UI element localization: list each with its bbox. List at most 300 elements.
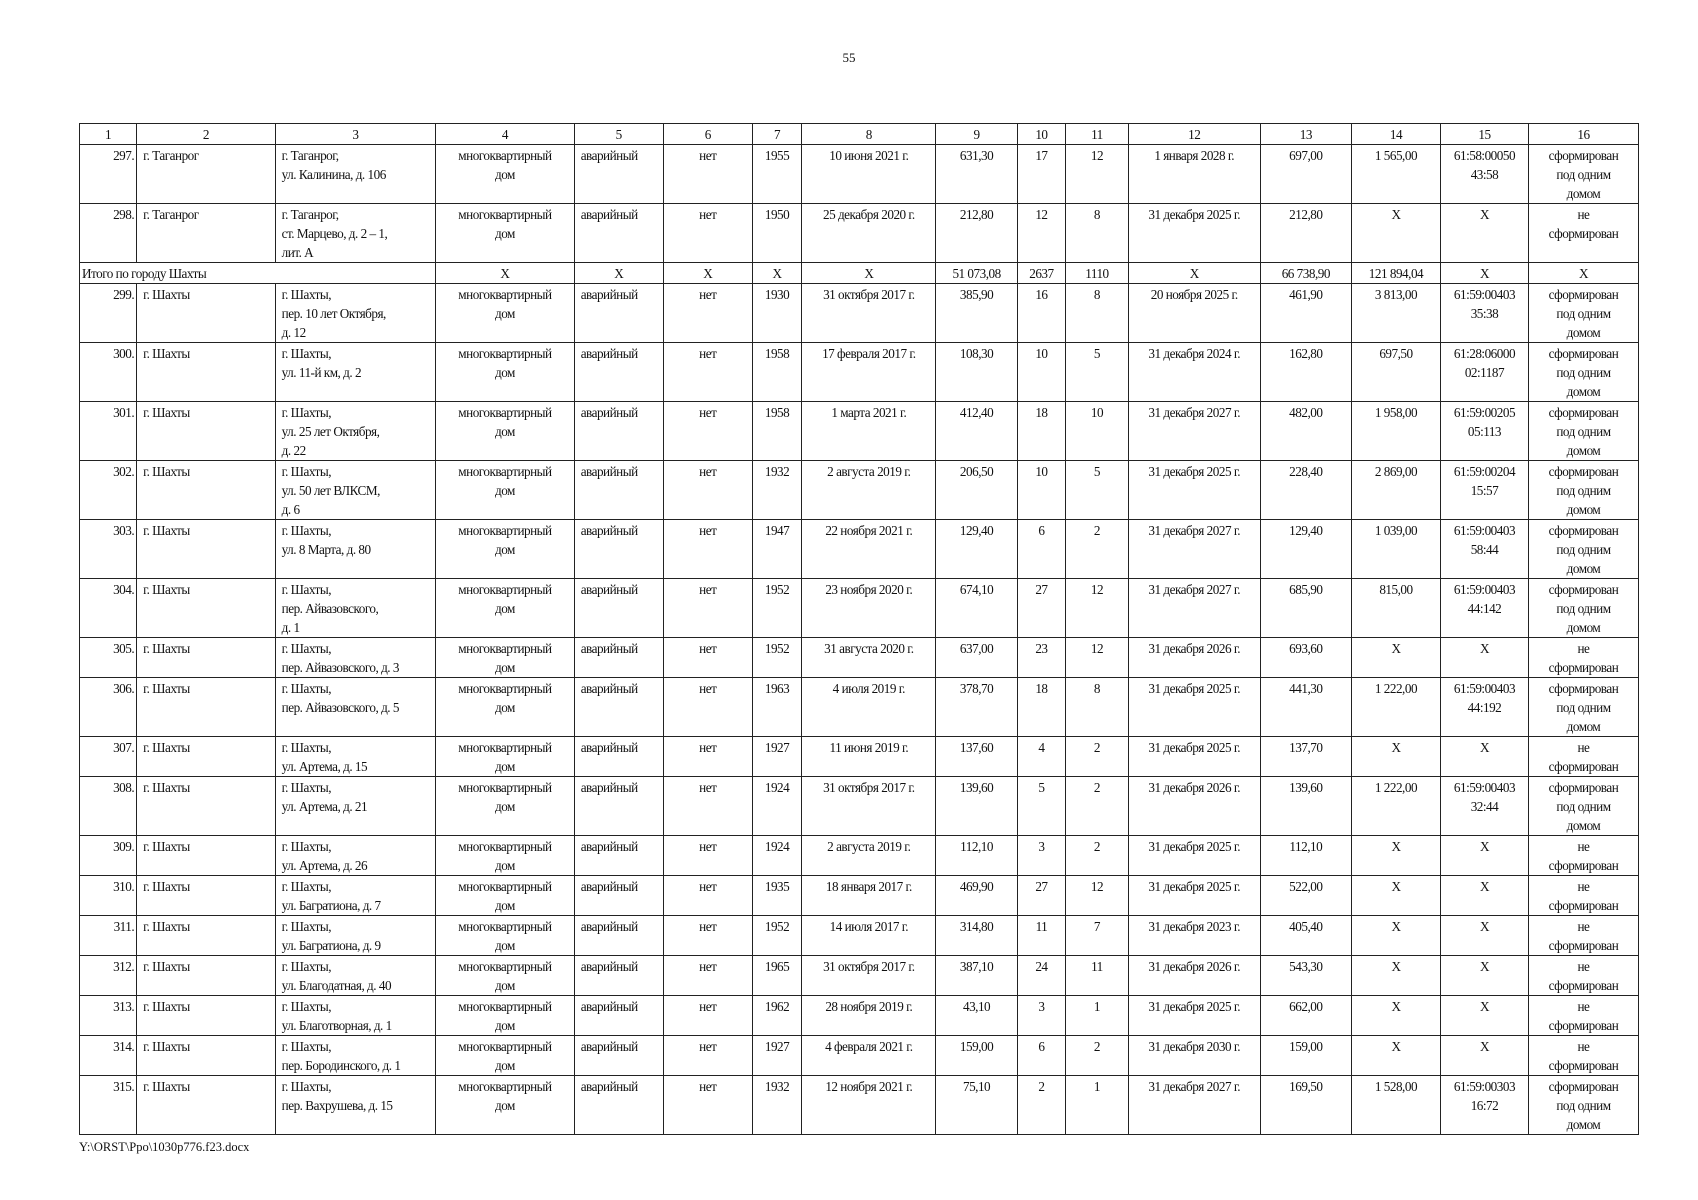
cadastral-number-cell: X — [1440, 876, 1528, 916]
address-cell: г. Таганрог, ст. Марцево, д. 2 – 1, лит. А — [275, 204, 436, 263]
total-cell-recognition-date: X — [802, 263, 936, 284]
area-sqm-cell: 469,90 — [936, 876, 1017, 916]
row-number-cell: 302. — [80, 461, 137, 520]
condition-status-cell: аварийный — [574, 678, 663, 737]
column-number-header: 12 — [1128, 124, 1260, 145]
recognition-date-cell: 17 февраля 2017 г. — [802, 343, 936, 402]
residents-count-cell: 24 — [1017, 956, 1065, 996]
municipality-cell: г. Шахты — [137, 1076, 276, 1135]
row-number-cell: 315. — [80, 1076, 137, 1135]
land-status-cell: сформирован под одним домом — [1528, 1076, 1638, 1135]
building-type-cell: многоквартирный дом — [436, 402, 575, 461]
municipality-cell: г. Шахты — [137, 402, 276, 461]
year-built-cell: 1952 — [752, 638, 801, 678]
resettled-flag-cell: нет — [663, 836, 752, 876]
address-cell: г. Шахты, ул. Благодатная, д. 40 — [275, 956, 436, 996]
area-sqm-cell: 129,40 — [936, 520, 1017, 579]
building-type-cell: многоквартирный дом — [436, 284, 575, 343]
year-built-cell: 1963 — [752, 678, 801, 737]
premises-count-cell: 2 — [1066, 520, 1129, 579]
recognition-date-cell: 2 августа 2019 г. — [802, 836, 936, 876]
municipality-cell: г. Шахты — [137, 876, 276, 916]
land-area-cell: 1 222,00 — [1351, 678, 1440, 737]
building-type-cell: многоквартирный дом — [436, 343, 575, 402]
recognition-date-cell: 25 декабря 2020 г. — [802, 204, 936, 263]
residents-count-cell: 11 — [1017, 916, 1065, 956]
residential-area-cell: 441,30 — [1260, 678, 1351, 737]
condition-status-cell: аварийный — [574, 737, 663, 777]
table-row — [80, 284, 1639, 343]
year-built-cell: 1950 — [752, 204, 801, 263]
building-type-cell: многоквартирный дом — [436, 678, 575, 737]
residents-count-cell: 27 — [1017, 579, 1065, 638]
column-number-header: 2 — [137, 124, 276, 145]
planned-date-cell: 1 января 2028 г. — [1128, 145, 1260, 204]
residential-area-cell: 159,00 — [1260, 1036, 1351, 1076]
resettled-flag-cell: нет — [663, 1076, 752, 1135]
residents-count-cell: 4 — [1017, 737, 1065, 777]
resettled-flag-cell: нет — [663, 579, 752, 638]
year-built-cell: 1935 — [752, 876, 801, 916]
residential-area-cell: 482,00 — [1260, 402, 1351, 461]
total-cell-residents-count: 2637 — [1017, 263, 1065, 284]
resettled-flag-cell: нет — [663, 916, 752, 956]
municipality-cell: г. Шахты — [137, 520, 276, 579]
residential-area-cell: 137,70 — [1260, 737, 1351, 777]
area-sqm-cell: 314,80 — [936, 916, 1017, 956]
building-type-cell: многоквартирный дом — [436, 876, 575, 916]
premises-count-cell: 5 — [1066, 343, 1129, 402]
residents-count-cell: 10 — [1017, 461, 1065, 520]
year-built-cell: 1924 — [752, 777, 801, 836]
table-row — [80, 678, 1639, 737]
column-number-header: 6 — [663, 124, 752, 145]
resettled-flag-cell: нет — [663, 284, 752, 343]
residents-count-cell: 6 — [1017, 520, 1065, 579]
land-area-cell: X — [1351, 876, 1440, 916]
condition-status-cell: аварийный — [574, 520, 663, 579]
land-status-cell: сформирован под одним домом — [1528, 678, 1638, 737]
table-row — [80, 956, 1639, 996]
area-sqm-cell: 137,60 — [936, 737, 1017, 777]
column-number-header: 11 — [1066, 124, 1129, 145]
residents-count-cell: 12 — [1017, 204, 1065, 263]
recognition-date-cell: 11 июня 2019 г. — [802, 737, 936, 777]
table-row — [80, 520, 1639, 579]
planned-date-cell: 31 декабря 2024 г. — [1128, 343, 1260, 402]
planned-date-cell: 31 декабря 2023 г. — [1128, 916, 1260, 956]
condition-status-cell: аварийный — [574, 1076, 663, 1135]
column-number-header: 4 — [436, 124, 575, 145]
premises-count-cell: 2 — [1066, 1036, 1129, 1076]
area-sqm-cell: 108,30 — [936, 343, 1017, 402]
total-label: Итого по городу Шахты — [80, 263, 436, 284]
residents-count-cell: 23 — [1017, 638, 1065, 678]
land-area-cell: 697,50 — [1351, 343, 1440, 402]
row-number-cell: 314. — [80, 1036, 137, 1076]
planned-date-cell: 31 декабря 2026 г. — [1128, 777, 1260, 836]
land-status-cell: не сформирован — [1528, 1036, 1638, 1076]
cadastral-number-cell: 61:59:00403 35:38 — [1440, 284, 1528, 343]
building-type-cell: многоквартирный дом — [436, 1076, 575, 1135]
planned-date-cell: 31 декабря 2025 г. — [1128, 996, 1260, 1036]
municipality-cell: г. Шахты — [137, 737, 276, 777]
residents-count-cell: 18 — [1017, 678, 1065, 737]
building-type-cell: многоквартирный дом — [436, 145, 575, 204]
residential-area-cell: 405,40 — [1260, 916, 1351, 956]
building-type-cell: многоквартирный дом — [436, 956, 575, 996]
area-sqm-cell: 159,00 — [936, 1036, 1017, 1076]
residents-count-cell: 5 — [1017, 777, 1065, 836]
building-type-cell: многоквартирный дом — [436, 916, 575, 956]
recognition-date-cell: 2 августа 2019 г. — [802, 461, 936, 520]
total-cell-residential-area: 66 738,90 — [1260, 263, 1351, 284]
row-number-cell: 305. — [80, 638, 137, 678]
year-built-cell: 1932 — [752, 461, 801, 520]
premises-count-cell: 8 — [1066, 678, 1129, 737]
land-area-cell: X — [1351, 836, 1440, 876]
premises-count-cell: 12 — [1066, 876, 1129, 916]
municipality-cell: г. Шахты — [137, 1036, 276, 1076]
resettled-flag-cell: нет — [663, 737, 752, 777]
resettled-flag-cell: нет — [663, 678, 752, 737]
address-cell: г. Шахты, пер. 10 лет Октября, д. 12 — [275, 284, 436, 343]
land-status-cell: не сформирован — [1528, 204, 1638, 263]
address-cell: г. Шахты, ул. 11-й км, д. 2 — [275, 343, 436, 402]
premises-count-cell: 10 — [1066, 402, 1129, 461]
area-sqm-cell: 75,10 — [936, 1076, 1017, 1135]
cadastral-number-cell: X — [1440, 204, 1528, 263]
address-cell: г. Шахты, ул. 50 лет ВЛКСМ, д. 6 — [275, 461, 436, 520]
table-row — [80, 836, 1639, 876]
year-built-cell: 1947 — [752, 520, 801, 579]
column-number-header: 13 — [1260, 124, 1351, 145]
condition-status-cell: аварийный — [574, 956, 663, 996]
premises-count-cell: 2 — [1066, 777, 1129, 836]
recognition-date-cell: 23 ноября 2020 г. — [802, 579, 936, 638]
area-sqm-cell: 378,70 — [936, 678, 1017, 737]
condition-status-cell: аварийный — [574, 638, 663, 678]
land-area-cell: X — [1351, 956, 1440, 996]
area-sqm-cell: 43,10 — [936, 996, 1017, 1036]
column-number-header: 14 — [1351, 124, 1440, 145]
area-sqm-cell: 139,60 — [936, 777, 1017, 836]
recognition-date-cell: 10 июня 2021 г. — [802, 145, 936, 204]
area-sqm-cell: 674,10 — [936, 579, 1017, 638]
municipality-cell: г. Шахты — [137, 284, 276, 343]
address-cell: г. Шахты, пер. Айвазовского, д. 1 — [275, 579, 436, 638]
premises-count-cell: 1 — [1066, 1076, 1129, 1135]
year-built-cell: 1932 — [752, 1076, 801, 1135]
condition-status-cell: аварийный — [574, 402, 663, 461]
residential-area-cell: 139,60 — [1260, 777, 1351, 836]
page-number: 55 — [842, 50, 856, 65]
cadastral-number-cell: X — [1440, 1036, 1528, 1076]
area-sqm-cell: 212,80 — [936, 204, 1017, 263]
address-cell: г. Шахты, пер. Вахрушева, д. 15 — [275, 1076, 436, 1135]
cadastral-number-cell: 61:58:00050 43:58 — [1440, 145, 1528, 204]
table-row — [80, 1076, 1639, 1135]
cadastral-number-cell: X — [1440, 836, 1528, 876]
residential-area-cell: 169,50 — [1260, 1076, 1351, 1135]
address-cell: г. Шахты, ул. Артема, д. 21 — [275, 777, 436, 836]
residents-count-cell: 10 — [1017, 343, 1065, 402]
municipality-cell: г. Таганрог — [137, 204, 276, 263]
row-number-cell: 303. — [80, 520, 137, 579]
residential-area-cell: 693,60 — [1260, 638, 1351, 678]
address-cell: г. Шахты, ул. 8 Марта, д. 80 — [275, 520, 436, 579]
condition-status-cell: аварийный — [574, 284, 663, 343]
recognition-date-cell: 31 августа 2020 г. — [802, 638, 936, 678]
municipality-cell: г. Шахты — [137, 343, 276, 402]
address-cell: г. Таганрог, ул. Калинина, д. 106 — [275, 145, 436, 204]
premises-count-cell: 12 — [1066, 638, 1129, 678]
land-status-cell: не сформирован — [1528, 916, 1638, 956]
condition-status-cell: аварийный — [574, 461, 663, 520]
residents-count-cell: 3 — [1017, 836, 1065, 876]
residential-area-cell: 697,00 — [1260, 145, 1351, 204]
area-sqm-cell: 112,10 — [936, 836, 1017, 876]
recognition-date-cell: 14 июля 2017 г. — [802, 916, 936, 956]
land-status-cell: не сформирован — [1528, 956, 1638, 996]
cadastral-number-cell: X — [1440, 737, 1528, 777]
condition-status-cell: аварийный — [574, 777, 663, 836]
table-row — [80, 145, 1639, 204]
land-area-cell: X — [1351, 1036, 1440, 1076]
planned-date-cell: 31 декабря 2027 г. — [1128, 1076, 1260, 1135]
cadastral-number-cell: X — [1440, 996, 1528, 1036]
housing-register-table — [79, 123, 1639, 1135]
cadastral-number-cell: 61:28:06000 02:1187 — [1440, 343, 1528, 402]
address-cell: г. Шахты, пер. Бородинского, д. 1 — [275, 1036, 436, 1076]
row-number-cell: 306. — [80, 678, 137, 737]
land-status-cell: сформирован под одним домом — [1528, 145, 1638, 204]
column-number-header: 5 — [574, 124, 663, 145]
resettled-flag-cell: нет — [663, 1036, 752, 1076]
table-row — [80, 204, 1639, 263]
recognition-date-cell: 31 октября 2017 г. — [802, 777, 936, 836]
cadastral-number-cell: 61:59:00204 15:57 — [1440, 461, 1528, 520]
municipality-cell: г. Шахты — [137, 579, 276, 638]
building-type-cell: многоквартирный дом — [436, 996, 575, 1036]
planned-date-cell: 31 декабря 2027 г. — [1128, 402, 1260, 461]
land-area-cell: 1 222,00 — [1351, 777, 1440, 836]
residents-count-cell: 27 — [1017, 876, 1065, 916]
address-cell: г. Шахты, ул. Багратиона, д. 9 — [275, 916, 436, 956]
total-cell-area-sqm: 51 073,08 — [936, 263, 1017, 284]
land-status-cell: сформирован под одним домом — [1528, 402, 1638, 461]
area-sqm-cell: 631,30 — [936, 145, 1017, 204]
total-cell-premises-count: 1110 — [1066, 263, 1129, 284]
residents-count-cell: 16 — [1017, 284, 1065, 343]
condition-status-cell: аварийный — [574, 876, 663, 916]
column-number-header: 16 — [1528, 124, 1638, 145]
land-status-cell: не сформирован — [1528, 996, 1638, 1036]
planned-date-cell: 31 декабря 2026 г. — [1128, 956, 1260, 996]
building-type-cell: многоквартирный дом — [436, 1036, 575, 1076]
municipality-cell: г. Шахты — [137, 777, 276, 836]
resettled-flag-cell: нет — [663, 638, 752, 678]
municipality-cell: г. Шахты — [137, 916, 276, 956]
planned-date-cell: 31 декабря 2026 г. — [1128, 638, 1260, 678]
land-status-cell: не сформирован — [1528, 638, 1638, 678]
building-type-cell: многоквартирный дом — [436, 204, 575, 263]
building-type-cell: многоквартирный дом — [436, 579, 575, 638]
residents-count-cell: 17 — [1017, 145, 1065, 204]
condition-status-cell: аварийный — [574, 204, 663, 263]
total-cell-building-type: X — [436, 263, 575, 284]
planned-date-cell: 31 декабря 2025 г. — [1128, 204, 1260, 263]
area-sqm-cell: 385,90 — [936, 284, 1017, 343]
recognition-date-cell: 1 марта 2021 г. — [802, 402, 936, 461]
premises-count-cell: 12 — [1066, 145, 1129, 204]
address-cell: г. Шахты, пер. Айвазовского, д. 3 — [275, 638, 436, 678]
resettled-flag-cell: нет — [663, 204, 752, 263]
land-status-cell: не сформирован — [1528, 737, 1638, 777]
row-number-cell: 299. — [80, 284, 137, 343]
recognition-date-cell: 31 октября 2017 г. — [802, 956, 936, 996]
total-cell-land-status: X — [1528, 263, 1638, 284]
land-status-cell: сформирован под одним домом — [1528, 579, 1638, 638]
table-body — [80, 145, 1639, 1135]
year-built-cell: 1958 — [752, 402, 801, 461]
premises-count-cell: 2 — [1066, 836, 1129, 876]
premises-count-cell: 1 — [1066, 996, 1129, 1036]
table-row — [80, 402, 1639, 461]
condition-status-cell: аварийный — [574, 579, 663, 638]
residential-area-cell: 212,80 — [1260, 204, 1351, 263]
residential-area-cell: 461,90 — [1260, 284, 1351, 343]
year-built-cell: 1955 — [752, 145, 801, 204]
column-number-header: 10 — [1017, 124, 1065, 145]
municipality-cell: г. Шахты — [137, 678, 276, 737]
table-row — [80, 916, 1639, 956]
cadastral-number-cell: 61:59:00403 58:44 — [1440, 520, 1528, 579]
planned-date-cell: 31 декабря 2025 г. — [1128, 737, 1260, 777]
residents-count-cell: 18 — [1017, 402, 1065, 461]
table-row — [80, 737, 1639, 777]
row-number-cell: 312. — [80, 956, 137, 996]
municipality-cell: г. Таганрог — [137, 145, 276, 204]
condition-status-cell: аварийный — [574, 996, 663, 1036]
recognition-date-cell: 4 февраля 2021 г. — [802, 1036, 936, 1076]
table-row — [80, 876, 1639, 916]
total-cell-cadastral-number: X — [1440, 263, 1528, 284]
land-area-cell: X — [1351, 916, 1440, 956]
land-area-cell: X — [1351, 638, 1440, 678]
residential-area-cell: 522,00 — [1260, 876, 1351, 916]
recognition-date-cell: 31 октября 2017 г. — [802, 284, 936, 343]
residential-area-cell: 685,90 — [1260, 579, 1351, 638]
land-status-cell: не сформирован — [1528, 836, 1638, 876]
residential-area-cell: 662,00 — [1260, 996, 1351, 1036]
total-cell-planned-date: X — [1128, 263, 1260, 284]
resettled-flag-cell: нет — [663, 402, 752, 461]
building-type-cell: многоквартирный дом — [436, 836, 575, 876]
premises-count-cell: 12 — [1066, 579, 1129, 638]
premises-count-cell: 11 — [1066, 956, 1129, 996]
table-row — [80, 461, 1639, 520]
premises-count-cell: 8 — [1066, 284, 1129, 343]
land-status-cell: сформирован под одним домом — [1528, 284, 1638, 343]
cadastral-number-cell: X — [1440, 638, 1528, 678]
resettled-flag-cell: нет — [663, 461, 752, 520]
municipality-cell: г. Шахты — [137, 638, 276, 678]
year-built-cell: 1962 — [752, 996, 801, 1036]
footer-file-path: Y:\ORST\Ppo\1030p776.f23.docx — [79, 1140, 250, 1154]
recognition-date-cell: 22 ноября 2021 г. — [802, 520, 936, 579]
resettled-flag-cell: нет — [663, 520, 752, 579]
residential-area-cell: 162,80 — [1260, 343, 1351, 402]
total-cell-condition-status: X — [574, 263, 663, 284]
residential-area-cell: 543,30 — [1260, 956, 1351, 996]
address-cell: г. Шахты, ул. Благотворная, д. 1 — [275, 996, 436, 1036]
land-status-cell: не сформирован — [1528, 876, 1638, 916]
planned-date-cell: 31 декабря 2030 г. — [1128, 1036, 1260, 1076]
planned-date-cell: 31 декабря 2027 г. — [1128, 579, 1260, 638]
building-type-cell: многоквартирный дом — [436, 638, 575, 678]
resettled-flag-cell: нет — [663, 343, 752, 402]
row-number-cell: 308. — [80, 777, 137, 836]
column-number-row — [80, 124, 1639, 145]
row-number-cell: 307. — [80, 737, 137, 777]
cadastral-number-cell: 61:59:00403 44:192 — [1440, 678, 1528, 737]
land-status-cell: сформирован под одним домом — [1528, 520, 1638, 579]
year-built-cell: 1924 — [752, 836, 801, 876]
condition-status-cell: аварийный — [574, 1036, 663, 1076]
planned-date-cell: 31 декабря 2025 г. — [1128, 461, 1260, 520]
planned-date-cell: 31 декабря 2025 г. — [1128, 836, 1260, 876]
residential-area-cell: 129,40 — [1260, 520, 1351, 579]
year-built-cell: 1952 — [752, 579, 801, 638]
land-area-cell: 1 958,00 — [1351, 402, 1440, 461]
row-number-cell: 309. — [80, 836, 137, 876]
land-area-cell: 1 039,00 — [1351, 520, 1440, 579]
building-type-cell: многоквартирный дом — [436, 461, 575, 520]
year-built-cell: 1927 — [752, 1036, 801, 1076]
planned-date-cell: 31 декабря 2025 г. — [1128, 876, 1260, 916]
table-row — [80, 1036, 1639, 1076]
year-built-cell: 1930 — [752, 284, 801, 343]
cadastral-number-cell: 61:59:00403 44:142 — [1440, 579, 1528, 638]
column-number-header: 8 — [802, 124, 936, 145]
resettled-flag-cell: нет — [663, 777, 752, 836]
total-cell-year-built: X — [752, 263, 801, 284]
column-number-header: 9 — [936, 124, 1017, 145]
residential-area-cell: 228,40 — [1260, 461, 1351, 520]
land-status-cell: сформирован под одним домом — [1528, 461, 1638, 520]
area-sqm-cell: 637,00 — [936, 638, 1017, 678]
address-cell: г. Шахты, ул. Багратиона, д. 7 — [275, 876, 436, 916]
row-number-cell: 301. — [80, 402, 137, 461]
cadastral-number-cell: X — [1440, 956, 1528, 996]
recognition-date-cell: 18 января 2017 г. — [802, 876, 936, 916]
column-number-header: 15 — [1440, 124, 1528, 145]
row-number-cell: 300. — [80, 343, 137, 402]
resettled-flag-cell: нет — [663, 956, 752, 996]
premises-count-cell: 8 — [1066, 204, 1129, 263]
planned-date-cell: 31 декабря 2025 г. — [1128, 678, 1260, 737]
condition-status-cell: аварийный — [574, 145, 663, 204]
land-status-cell: сформирован под одним домом — [1528, 777, 1638, 836]
year-built-cell: 1958 — [752, 343, 801, 402]
land-area-cell: X — [1351, 737, 1440, 777]
land-area-cell: 3 813,00 — [1351, 284, 1440, 343]
address-cell: г. Шахты, ул. Артема, д. 26 — [275, 836, 436, 876]
address-cell: г. Шахты, ул. 25 лет Октября, д. 22 — [275, 402, 436, 461]
planned-date-cell: 31 декабря 2027 г. — [1128, 520, 1260, 579]
premises-count-cell: 5 — [1066, 461, 1129, 520]
